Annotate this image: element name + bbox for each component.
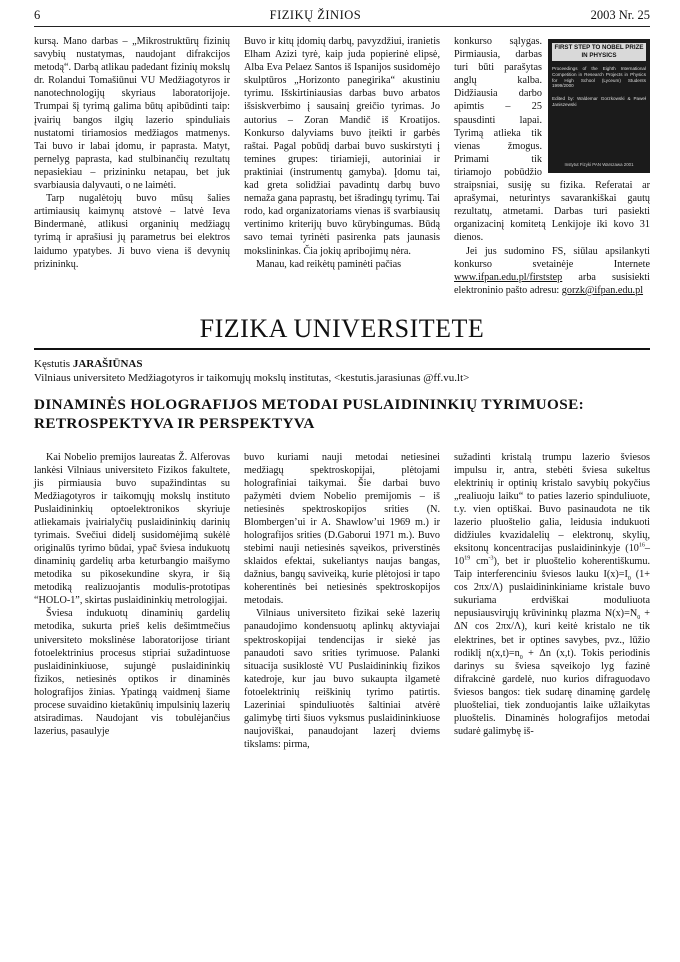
book-cover-image [548, 39, 650, 173]
superscript: 16 [638, 542, 645, 549]
paragraph: konkurso sąlygas. Pirmiausia, darbas turi būti parašytas anglų kalba. Didžiausia darbo apimtis – 25 spausdinti lapai. Tyrimą atlieka tik vienas žmogus. Primami tik tiriamojo pobūdžio straipsniai, susiję su fizika. Referatai ar aprašymai, neturintys savarankiškai gautų rezultatų, atmetami. Darbas turi pasiekti organizacinį komitetą Lenkijoje iki kovo 31 dienos. [454, 36, 650, 244]
article-column-2 [244, 451, 440, 751]
section-rule [34, 348, 650, 350]
superscript: 19 [464, 555, 471, 562]
paragraph: Tarp nugalėtojų buvo mūsų šalies artimiausių kaimynų atstovė – latvė Ieva Bindermanė, atlikusi organinių medžiagų tyrimą ir aprašiusi jų parametrus bei elektros laidumo ypatybes. Ji buvo viena iš devynių prizininkų. [34, 193, 230, 270]
running-header [34, 8, 650, 23]
text-run: Jei jus sudomino FS, siūlau apsilankyti konkurso svetainėje Internete [454, 245, 650, 270]
paragraph: Šviesa indukuotų dinaminių gardelių metodika, sukurta prieš kelis dešimtmečius universiteto mokslinėse laboratorijose tiriant fotoelektrinius procesus stipriai sužadintuose puslaidininkiuose, sujungė puslaidininkių fizikos, netiesinės optikos ir dinaminės holografijos žinias. Ypatingą vaidmenį šiame procese suvaidino kietakūnių impulsinių lazerių atsiradimas. Naudojant vis tobulėjančius lazerius, pasaulyje [34, 608, 230, 737]
author-affiliation: Vilniaus universiteto Medžiagotyros ir taikomųjų mokslų institutas, <kestutis.jarasiunas @ff.vu.lt> [34, 371, 470, 384]
author-line [34, 357, 650, 371]
journal-name: FIZIKŲ ŽINIOS [269, 8, 362, 22]
top-columns [34, 35, 650, 297]
top-column-1 [34, 35, 230, 297]
paragraph: Kai Nobelio premijos laureatas Ž. Alferovas lankėsi Vilniaus universiteto Fizikos fakultete, jis pirmiausia buvo supažindintas su Medžiagotyros ir taikomųjų mokslų instituto Puslaidininkių optoelektronikos skyriuje atliekamais įvairialyčių puslaidininkių darinių tyrimais. Svečiui didelį susidomėjimą sukėlė originalūs tyrimo būdai, ypač šviesa indukuotų dinaminių gardelių arba keturbangio maišymo metodika su pikosekundine skyra, ir šią metodiką realizuojantis modulis-prototipas “HOLO-1”, skirtas puslaidininkių metrologijai. [34, 451, 230, 607]
paragraph [454, 451, 650, 738]
paragraph [454, 245, 650, 297]
book-cover-subtitle: Proceedings of the Eighth International Competition in Research Projects in Physics for High School (Lyceum) Students 1999/2000 [552, 66, 646, 89]
page-number: 6 [34, 8, 41, 22]
text-run: –10 [454, 543, 650, 568]
text-run: ), bet ir pluoštelio koherentiškumu. Taip interferenciniu šviesos lauku I(x)=I [454, 556, 650, 581]
header-rule [34, 26, 650, 27]
top-column-2 [244, 35, 440, 297]
paragraph: Vilniaus universiteto fizikai sekė lazerių panaudojimo kondensuotų aplinkų aktyviajai spektroskopijai tendencijas ir siekė jas panaudoti savo srities tyrimuose. Palanki situacija susiklostė VU Puslaidininkių fizikos katedroje, kur jau buvo sukaupta ilgametė fotoelektrinių reiškinių tyrimo patirtis. Lazeriniai spinduliuotės šaltiniai atvėrė galimybę tirti šiuos vyksmus puslaidininkiuose naujoviškai, panaudojant lazerį dviems tikslams: pirma, [244, 608, 440, 750]
issue-label: 2003 Nr. 25 [590, 8, 650, 22]
paragraph: Manau, kad reikėtų paminėti pačias [256, 258, 402, 270]
article-columns [34, 451, 650, 751]
book-cover-title: FIRST STEP TO NOBEL PRIZE IN PHYSICS [552, 43, 646, 61]
subscript: 0 [519, 654, 523, 661]
top-column-3 [454, 35, 650, 297]
article-column-1 [34, 451, 230, 751]
text-run: + ΔN cos 2πx/Λ), kuri keitė kristalo ne tik elektrines, bet ir optines savybes, pvz., lūžio rodiklį n(x,t)=n [454, 608, 650, 659]
author-first-name: Kęstutis [34, 357, 73, 370]
article-column-3 [454, 451, 650, 751]
text-run: sužadinti kristalą trumpu lazerio šviesos impulsu ir, antra, stebėti šviesa sukeltus elektrinių ir optinių kristalo savybių pokyčius „realiuoju laiku“ to paties lazerio spinduliuote, t.y. vien optiškai. Buvo pasinaudota ne tik lazerio pluoštelio galia, leidusia indukuoti didžiules kvazidalelių – elektronų, skylių, eksitonų koncentracijas puslaidininkyje (10 [454, 451, 650, 555]
subscript: 0 [637, 615, 641, 622]
article-title: DINAMINĖS HOLOGRAFIJOS METODAI PUSLAIDININKIŲ TYRIMUOSE: RETROSPEKTYVA IR PERSPEKTYVA [34, 395, 585, 432]
superscript: -3 [488, 555, 494, 562]
paragraph: Buvo ir kitų įdomių darbų, pavyzdžiui, iranietis Elham Azizi tyrė, kaip juda popierinė elipsė, Alba Eva Pelaez Santos iš Ispanijos susidomėjo skulptūros „Horizonto panegirika“ akustiniu tyrimu. Išskirtiniausias darbas buvo arbatos išsiskverbimo į sausainį greičio tyrimas. Jo autorius – Zoran Mandič iš Kroatijos. Konkurso dalyviams buvo įteikti ir garbės raštai. Pagal pobūdį darbai buvo suskirstyti į temines grupes: tiriamieji, autoriniai ir praktiniai (instrumentų gamyba). Įdomu tai, kad greta solidžiai pavadintų darbų buvo nemaža gana paprastų, bet išradingų tyrimų. Tai rodo, kad organizatoriams vienas iš svarbiausių vertinimo kriterijų buvo kūrybingumas. Būdą savo temai tyrinėti pasirenka pats jaunasis mokslininkas. Čia jokių apribojimų nėra. [244, 36, 440, 257]
author-last-name: JARAŠIŪNAS [72, 357, 143, 370]
text-run: arba susisiekti elektroninio pašto adresu: [454, 271, 650, 296]
book-cover-publisher: Instytut Fizyki PAN Warszawa 2001 [564, 161, 634, 167]
text-run: (1+ cos 2πx/Λ) puslaidininkiniame kristale buvo sukuriama erdviškai moduliuota nepusiausvirųjų krūvininkų plazma N(x)=N [454, 569, 650, 620]
paragraph: kursą. Mano darbas – „Mikrostruktūrų fizinių savybių nustatymas, naudojant difrakcijos metodą“. Darbą atlikau padedant fizinių mokslų dr. Rolandui Tomašiūnui VU Medžiagotyros ir nanotechnologijų skyriaus laboratorijoje. Trumpai šį tyrimą galima būtų apibūdinti taip: įvairių bangos ilgių lazerio spinduliais nustatomi tiriamosios medžiagos matmenys. Tai buvo ir labai įdomu, ir paprasta. Matyt, pernelyg paprasta, kad stulbinančių rezultatų nepasiekiau – prizininku netapau, bet juk svarbiausia dalyvauti, o ne laimėti. [34, 36, 230, 192]
text-run: cm [470, 556, 489, 568]
subscript: 0 [627, 576, 631, 583]
book-cover-editors: Edited by: Waldemar Gorzkowski & Paweł Janiszewski [552, 96, 646, 107]
section-title: FIZIKA UNIVERSITETE [199, 313, 485, 343]
paragraph: buvo kuriami nauji metodai netiesinei medžiagų spektroskopijai, plėtojami holografiniai taikymai. Šie darbai buvo pažymėti dviem Nobelio premijomis – iš netiesinės spektroskopijos srities (N. Blombergen’ui ir A. Shawlow’ui 1969 m.) ir holografijos srities (D.Gaborui 1971 m.). Buvo stebimi nauji netiesinės sąveikos, priverstinės sklaidos efektai, sukeliantys naujas bangas, dažnius, bangų saviveiką, kurie plėtojosi ir tapo koherentinės bei netiesinės spektroskopijos metodais. [244, 451, 440, 607]
contact-email-link[interactable]: gorzk@ifpan.edu.pl [561, 284, 644, 296]
text-run: + Δn (x,t). Tokis periodinis darinys su šviesa sąveikojo lyg fazinė difrakcinė gardelė, nuo kurios difraguodavo šviesos bangos: tiek sudarę dinaminę gardelę pluošteliai, tiek zonduojantis laike užlaikytas pluoštelis. Dinaminės holografijos metodai sudarė galimybę iš- [454, 647, 651, 737]
contest-website-link[interactable]: www.ifpan.edu.pl/firststep [454, 271, 563, 283]
